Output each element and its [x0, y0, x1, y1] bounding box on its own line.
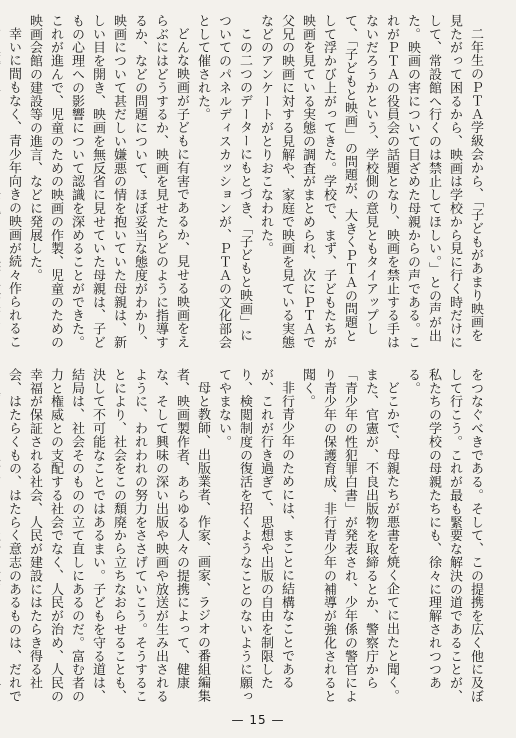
- paragraph: 幸いに間もなく、青少年向きの映画が続々作られるこ: [6, 27, 21, 349]
- paragraph: どこかで、母親たちが悪書を焼く企てに出たと聞く。また、官憲が、不良出版物を取締るとか、警察庁から「青少年の性犯罪白書」が発表され、少年係の警官により青少年の保護育成、非行青少年の補導が強化されると聞く。: [300, 368, 399, 703]
- upper-text-block: [6, 14, 486, 349]
- paragraph: この二つのデーターにもとづき、「子どもと映画」についてのパネルディスカッションが、ＰＴＡの文化部会として催された。: [195, 14, 252, 349]
- lower-text-block: [6, 368, 486, 706]
- paragraph: 二年生のＰＴＡ学級会から、「子どもがあまり映画を見たがって困るから、映画は学校から見に行く時だけにして、常設館へ行くのは禁止してほしい。」との声が出た。映画の害について目ざめた母親からの声である。これがＰＴＡの役員会の話題となり、映画を禁止する手はないだろうかという、学校側の意見ともタイアップして、「子どもと映画」の問題が、大きくＰＴＡの問題として浮かび上がってきた。学校で、まず、子どもたちが映画を見ている実態の調査がまとめられ、次にＰＴＡで父兄の映画に対する見解や、家庭で映画を見ている実態などのアンケートがとりおこなわれた。: [258, 14, 483, 349]
- paragraph: 非行青少年のためには、まことに結構なことであるが、これが行き過ぎて、思想や出版の自由を制限したり、検閲制度の復活を招くようなことのないように願ってやまない。: [216, 368, 294, 703]
- paragraph: をつなぐべきである。そして、この提携を広く他に及ぼして行こう。これが最も緊要な解決の道であることが、私たちの学校の母親たちにも、徐々に理解されつつある。: [405, 368, 483, 703]
- paragraph: 母と教師、出版業者、作家、画家、ラジオの番組編集者、映画製作者、あらゆる人々の提携によって、健康な、そして興味の深い出版や映画や放送が生み出されるように、われわれの努力をささげていこう。そうすることにより、社会をこの頽廃から立ちなおらせることも、決して不可能なことではあるまい。子どもを守る道は、結局は、社会そのものの立て直しにあるのだ。富む者の力と権威との支配する社会でなく、人民が治め、人民の幸福が保証される社会、人民が建設にはたらき得る社会、はたらくもの、はたらく意志のあるものは、だれで: [6, 368, 210, 703]
- page-number: — 15 —: [231, 713, 285, 727]
- paragraph: どんな映画が子どもに有害であるか、見せる映画をえらぶにはどうするか、映画を見せたらどのように指導するか、などの問題について、ほぼ妥当な態度がわかり、映画について甚だしい嫌悪の情を抱いていた母親は、新しい目を開き、映画を無反省に見せていた母親は、子どもの心理への影響について認識を深めることができた。これが進んで、児童のための映画の作製、児童のための映画会館の建設等の進言、などに発展した。: [27, 14, 189, 349]
